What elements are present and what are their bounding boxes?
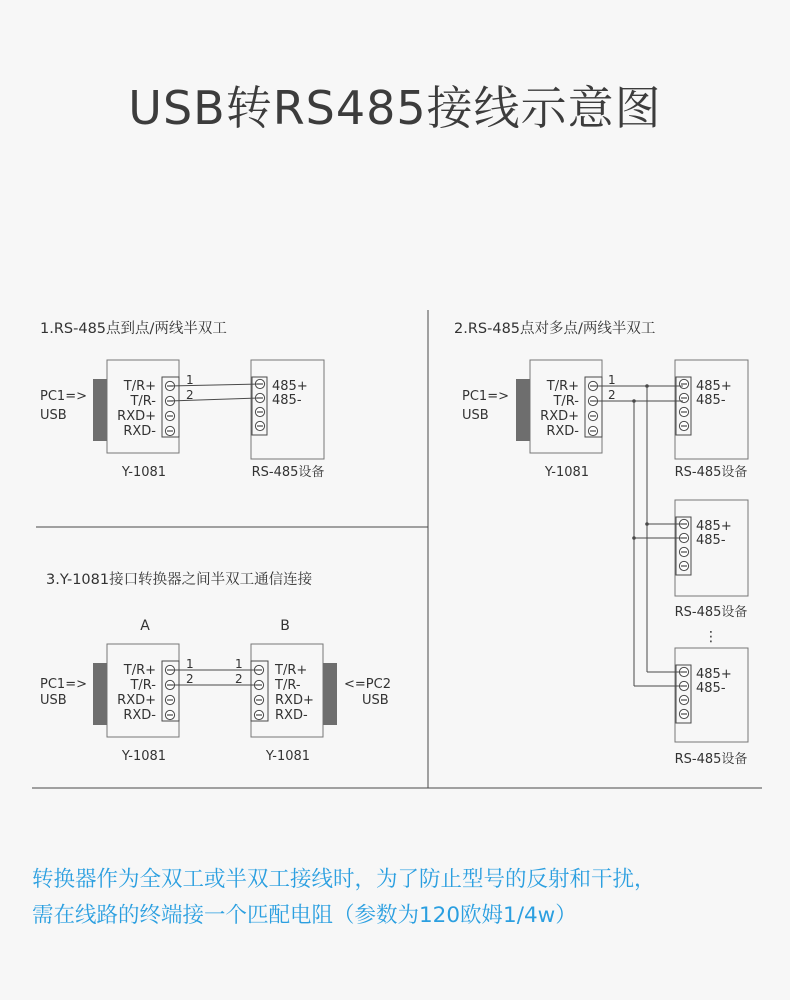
wire-label: 2	[608, 388, 616, 402]
device-pin-label: 485-	[696, 393, 726, 408]
device-pin-label: 485+	[272, 379, 308, 394]
model-label: Y-1081	[121, 465, 167, 480]
wire-label: 1	[186, 373, 194, 387]
pc1-label: PC1=>	[40, 389, 87, 404]
usb-label: USB	[40, 693, 67, 708]
wire-label: 2	[186, 672, 194, 686]
label-b: B	[280, 618, 290, 634]
pin-label: RXD+	[540, 409, 579, 424]
pc1-label: PC1=>	[40, 677, 87, 692]
usb-label: USB	[362, 693, 389, 708]
pc2-label: <=PC2	[344, 677, 391, 692]
pin-label: RXD+	[275, 693, 314, 708]
device-name-label: RS-485设备	[674, 465, 748, 480]
wire-label: 2	[235, 672, 243, 686]
usb-port-icon	[323, 663, 337, 725]
junction-dot	[645, 522, 649, 526]
note-line-2: 需在线路的终端接一个匹配电阻（参数为120欧姆1/4w）	[32, 903, 577, 928]
section-title-2: 2.RS-485点对多点/两线半双工	[454, 321, 656, 337]
pin-label: RXD-	[275, 708, 308, 723]
wire-label: 2	[186, 388, 194, 402]
wire-label: 1	[608, 373, 616, 387]
wire-1	[169, 384, 259, 386]
usb-label: USB	[40, 408, 67, 423]
pin-label: RXD-	[546, 424, 579, 439]
pin-label: RXD-	[123, 424, 156, 439]
device-pin-label: 485+	[696, 379, 732, 394]
pin-label: RXD-	[123, 708, 156, 723]
section-title-1: 1.RS-485点到点/两线半双工	[40, 321, 227, 337]
junction-dot	[632, 536, 636, 540]
device-name-label: RS-485设备	[251, 465, 325, 480]
pin-label: T/R+	[546, 379, 579, 394]
model-label: Y-1081	[121, 749, 167, 764]
page-title: USB转RS485接线示意图	[128, 81, 662, 135]
device-pin-label: 485-	[696, 533, 726, 548]
section-title-3: 3.Y-1081接口转换器之间半双工通信连接	[46, 572, 313, 588]
pin-label: T/R+	[123, 379, 156, 394]
pc1-label: PC1=>	[462, 389, 509, 404]
device-pin-label: 485+	[696, 519, 732, 534]
usb-port-icon	[93, 379, 107, 441]
pin-label: RXD+	[117, 409, 156, 424]
pin-label: T/R-	[275, 678, 301, 693]
device-name-label: RS-485设备	[674, 752, 748, 767]
pin-label: RXD+	[117, 693, 156, 708]
pin-label: T/R+	[123, 663, 156, 678]
device-pin-label: 485-	[696, 681, 726, 696]
usb-label: USB	[462, 408, 489, 423]
note-text	[32, 862, 772, 934]
junction-dot	[645, 384, 649, 388]
usb-port-icon	[516, 379, 530, 441]
usb-port-icon	[93, 663, 107, 725]
device-pin-label: 485-	[272, 393, 302, 408]
wire-2	[169, 398, 259, 401]
ellipsis-icon: ⋮	[704, 629, 718, 645]
pin-label: T/R-	[553, 394, 579, 409]
label-a: A	[140, 618, 150, 634]
device-pin-label: 485+	[696, 667, 732, 682]
device-name-label: RS-485设备	[674, 605, 748, 620]
pin-label: T/R+	[275, 663, 308, 678]
pin-label: T/R-	[130, 394, 156, 409]
wire-label: 1	[186, 657, 194, 671]
note-line-1: 转换器作为全双工或半双工接线时，为了防止型号的反射和干扰，	[32, 867, 656, 892]
wire-label: 1	[235, 657, 243, 671]
model-label: Y-1081	[265, 749, 311, 764]
junction-dot	[632, 399, 636, 403]
pin-label: T/R-	[130, 678, 156, 693]
model-label: Y-1081	[544, 465, 590, 480]
